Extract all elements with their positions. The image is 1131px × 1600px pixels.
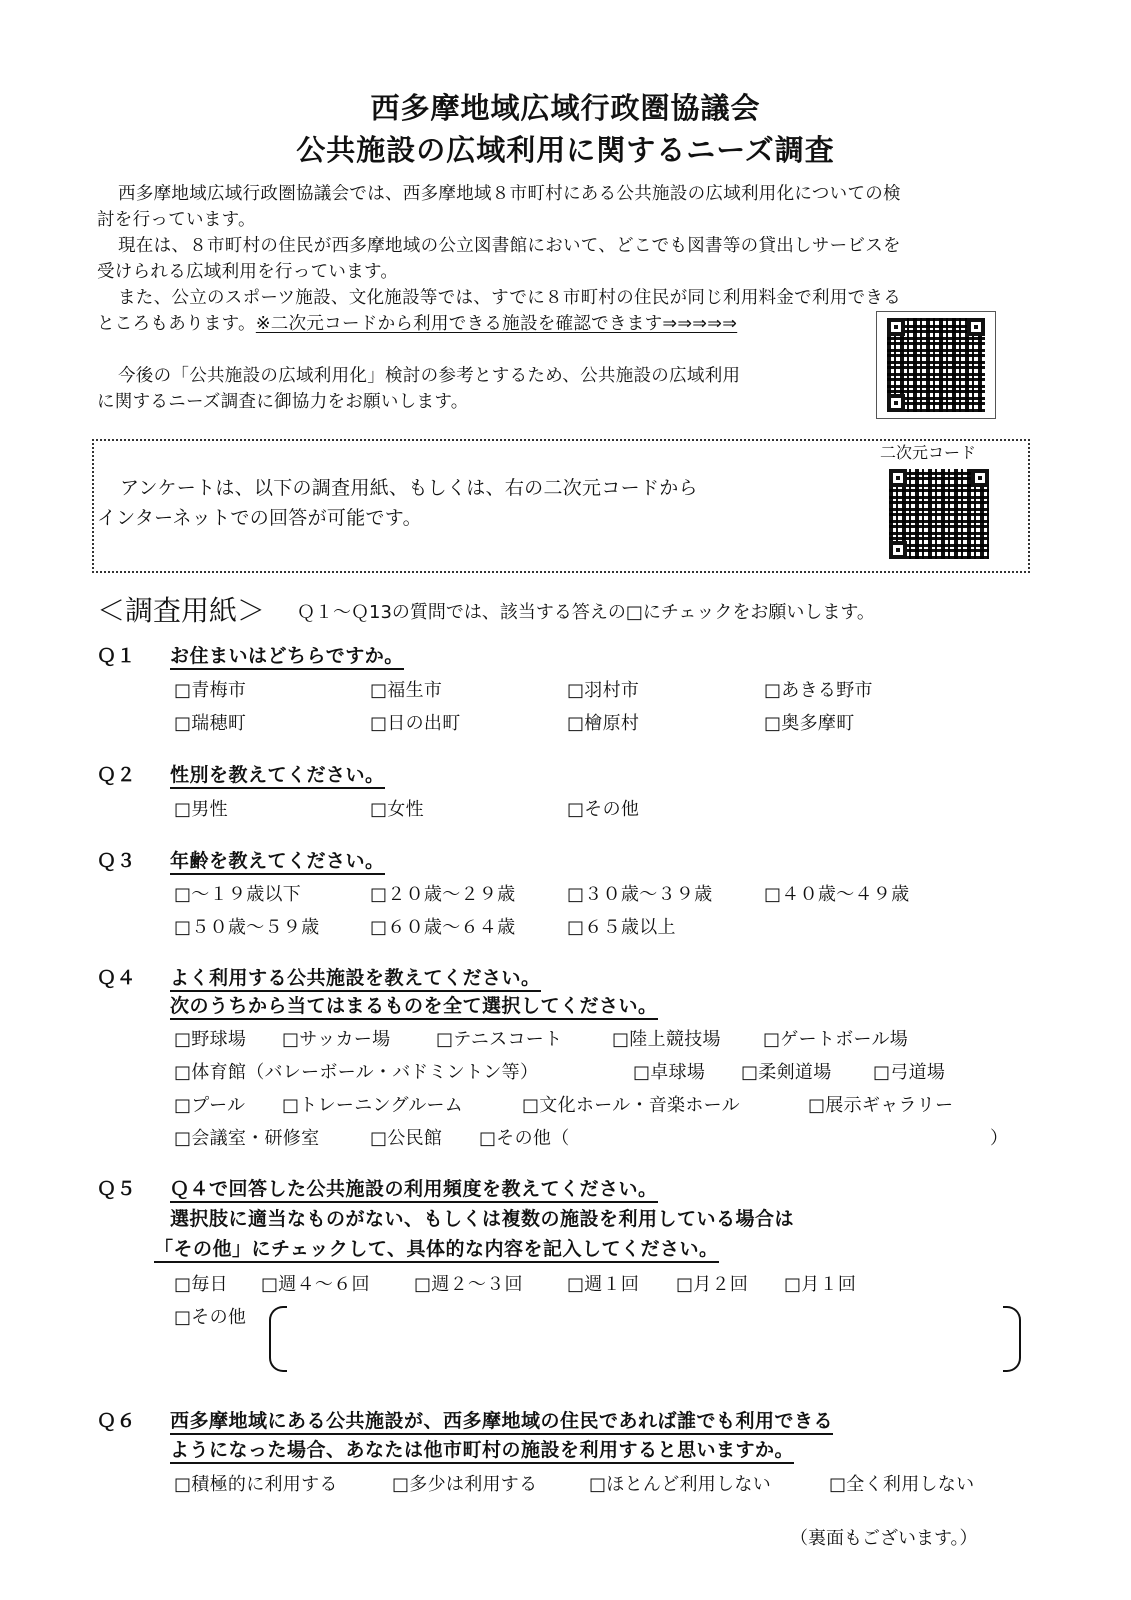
survey-qr-code-icon[interactable] [889,469,989,559]
q6-opt-actively[interactable]: □積極的に利用する [174,1474,338,1495]
q3-opt-30s[interactable]: □３０歳～３９歳 [567,884,713,905]
q3-opt-65plus[interactable]: □６５歳以上 [567,917,676,938]
q3-opt-40s[interactable]: □４０歳～４９歳 [764,884,910,905]
q4-opt-table-tennis[interactable]: □卓球場 [633,1062,706,1083]
intro-p3b: ところもあります。 [97,314,256,334]
q2-opt-other[interactable]: □その他 [567,799,640,820]
q1-opt-ome[interactable]: □青梅市 [174,680,247,701]
intro-p4a: 今後の「公共施設の広域利用化」検討の参考とするため、公共施設の広域利用 [118,366,741,386]
footer-note: （裏面もございます。） [790,1528,978,1549]
q4-other-close: ） [990,1128,1009,1149]
q5-opt-daily[interactable]: □毎日 [174,1274,228,1295]
q4-opt-other[interactable]: □その他（ [479,1128,570,1149]
q5-opt-2-3-week[interactable]: □週２～３回 [414,1274,523,1295]
q4-opt-archery[interactable]: □弓道場 [873,1062,946,1083]
q1-opt-mizuho[interactable]: □瑞穂町 [174,713,247,734]
q4-opt-training-room[interactable]: □トレーニングルーム [282,1095,464,1116]
qr-label: 二次元コード [880,443,977,462]
q4-opt-tennis[interactable]: □テニスコート [436,1029,563,1050]
q4-opt-judo-kendo[interactable]: □柔剣道場 [741,1062,832,1083]
q2-question: 性別を教えてください。 [170,764,385,789]
q1-opt-okutama[interactable]: □奥多摩町 [764,713,855,734]
q4-opt-gateball[interactable]: □ゲートボール場 [763,1029,909,1050]
intro-p2a: 現在は、８市町村の住民が西多摩地域の公立図書館において、どこでも図書等の貸出しサービスを [118,236,901,256]
q5-opt-1-month[interactable]: □月１回 [784,1274,857,1295]
survey-instruction: Ｑ１～Ｑ13の質問では、該当する答えの□にチェックをお願いします。 [297,602,875,623]
q5-opt-2-month[interactable]: □月２回 [676,1274,749,1295]
q1-opt-akiruno[interactable]: □あきる野市 [764,680,873,701]
q4-opt-baseball[interactable]: □野球場 [174,1029,247,1050]
qr-facility-note[interactable]: ※二次元コードから利用できる施設を確認できます⇒⇒⇒⇒⇒ [255,314,738,334]
box-line-2: インターネットでの回答が可能です。 [97,507,422,529]
intro-p2b: 受けられる広域利用を行っています。 [97,262,399,282]
q5-opt-1-week[interactable]: □週１回 [567,1274,640,1295]
q2-opt-male[interactable]: □男性 [174,799,228,820]
q3-opt-50s[interactable]: □５０歳～５９歳 [174,917,320,938]
intro-p3-line [97,311,737,337]
q5-question-2: 選択肢に適当なものがない、もしくは複数の施設を利用している場合は [170,1208,795,1230]
q1-opt-hamura[interactable]: □羽村市 [567,680,640,701]
q6-opt-rarely[interactable]: □ほとんど利用しない [589,1474,772,1495]
q5-other-bracket-right [1003,1306,1021,1372]
intro-p3a: また、公立のスポーツ施設、文化施設等では、すでに８市町村の住民が同じ利用料金で利用できる [118,288,902,308]
q3-number: Ｑ３ [97,850,137,872]
box-line-1: アンケートは、以下の調査用紙、もしくは、右の二次元コードから [120,477,698,499]
q2-opt-female[interactable]: □女性 [370,799,424,820]
q4-opt-soccer[interactable]: □サッカー場 [282,1029,391,1050]
survey-heading: ＜調査用紙＞ [97,594,266,627]
q1-opt-hinode[interactable]: □日の出町 [370,713,461,734]
q4-opt-culture-hall[interactable]: □文化ホール・音楽ホール [522,1095,740,1116]
title-line-1: 西多摩地域広域行政圏協議会 [370,91,761,125]
q3-opt-20s[interactable]: □２０歳～２９歳 [370,884,516,905]
q1-question: お住まいはどちらですか。 [170,645,404,670]
title-line-2: 公共施設の広域利用に関するニーズ調査 [296,133,835,167]
q5-number: Ｑ５ [97,1178,137,1200]
q4-question-2: 次のうちから当てはまるものを全て選択してください。 [170,995,658,1020]
q4-opt-pool[interactable]: □プール [174,1095,246,1116]
q6-question-2: ようになった場合、あなたは他市町村の施設を利用すると思いますか。 [170,1439,794,1464]
q6-opt-never[interactable]: □全く利用しない [829,1474,975,1495]
q4-opt-gymnasium[interactable]: □体育館（バレーボール・バドミントン等） [174,1062,539,1083]
q4-number: Ｑ４ [97,967,137,989]
q1-opt-fussa[interactable]: □福生市 [370,680,443,701]
q4-opt-community-hall[interactable]: □公民館 [370,1128,443,1149]
q5-other-input[interactable] [290,1310,995,1366]
q3-opt-60-64[interactable]: □６０歳～６４歳 [370,917,516,938]
q3-opt-under19[interactable]: □～１９歳以下 [174,884,302,905]
q5-opt-4-6-week[interactable]: □週４～６回 [261,1274,370,1295]
q6-opt-somewhat[interactable]: □多少は利用する [392,1474,538,1495]
q6-question-1: 西多摩地域にある公共施設が、西多摩地域の住民であれば誰でも利用できる [170,1410,833,1435]
q5-question-1: Ｑ４で回答した公共施設の利用頻度を教えてください。 [170,1178,658,1203]
q3-question: 年齢を教えてください。 [170,850,385,875]
q5-opt-other[interactable]: □その他 [174,1307,247,1328]
q1-number: Ｑ１ [97,645,137,667]
q4-opt-meeting-room[interactable]: □会議室・研修室 [174,1128,320,1149]
q4-opt-athletics[interactable]: □陸上競技場 [612,1029,721,1050]
q5-question-3: 「その他」にチェックして、具体的な内容を記入してください。 [154,1238,719,1263]
q6-number: Ｑ６ [97,1410,137,1432]
q1-opt-hinohara[interactable]: □檜原村 [567,713,640,734]
q2-number: Ｑ２ [97,764,137,786]
q4-opt-gallery[interactable]: □展示ギャラリー [808,1095,954,1116]
intro-p1b: 討を行っています。 [97,210,256,230]
q5-other-bracket-left [269,1306,287,1372]
facility-qr-code-icon[interactable] [887,318,985,412]
intro-p4b: に関するニーズ調査に御協力をお願いします。 [97,392,469,412]
intro-p1a: 西多摩地域広域行政圏協議会では、西多摩地域８市町村にある公共施設の広域利用化についての検 [118,184,901,204]
q4-question-1: よく利用する公共施設を教えてください。 [170,967,541,992]
